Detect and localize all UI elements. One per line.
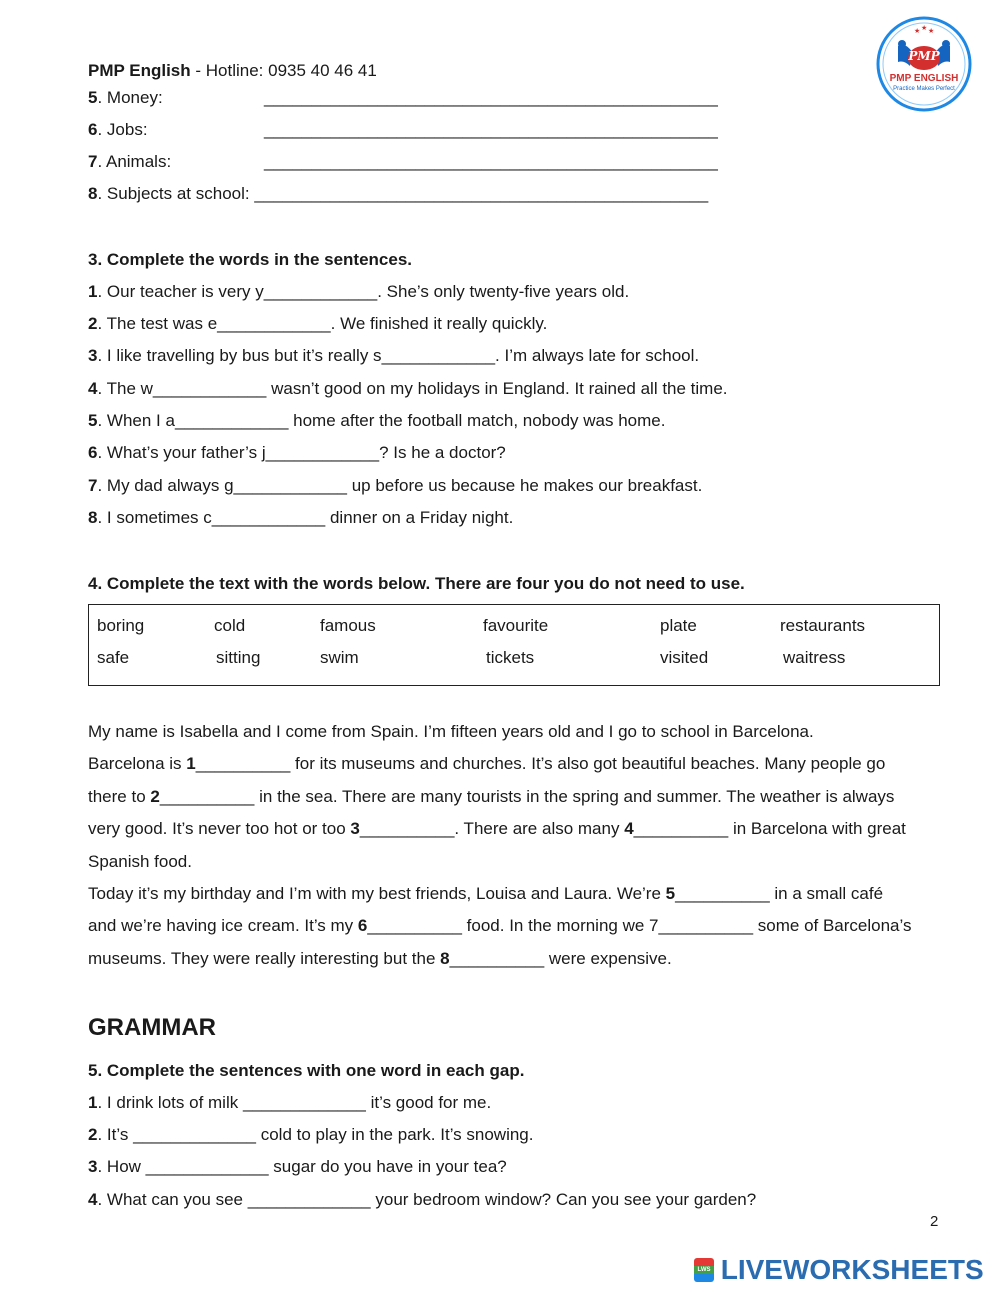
lws-badge-icon: [694, 1258, 714, 1282]
answer-blank[interactable]: ________________________________________________: [254, 184, 709, 203]
liveworksheets-logo[interactable]: [694, 1254, 984, 1286]
gap-number: 5: [665, 884, 676, 904]
sentence-end: it’s good for me.: [365, 1093, 492, 1112]
sentence-end: . We finished it really quickly.: [330, 314, 548, 333]
text-segment: . There are also many: [454, 819, 625, 839]
vocab-item: [88, 183, 708, 205]
word-bank-word: sitting: [216, 648, 261, 667]
answer-blank[interactable]: ____________: [152, 379, 267, 398]
logo-name: PMP ENGLISH: [889, 73, 959, 84]
gap-number: 4: [624, 819, 634, 839]
sentence-end: sugar do you have in your tea?: [268, 1157, 507, 1176]
answer-blank[interactable]: ____________: [263, 282, 378, 301]
logo-top-text: PMP: [908, 49, 940, 63]
ex3-item: [88, 442, 506, 464]
answer-blank[interactable]: ________________________________________________: [264, 152, 718, 171]
text-line: [88, 813, 938, 845]
answer-blank[interactable]: __________: [359, 819, 455, 839]
answer-blank[interactable]: __________: [658, 916, 754, 936]
vocab-item: [88, 87, 718, 109]
text-segment: Today it’s my birthday and I’m with my best friends, Louisa and Laura. We’re: [88, 884, 666, 904]
sentence-end: ? Is he a doctor?: [379, 443, 506, 462]
answer-blank[interactable]: _____________: [145, 1157, 269, 1176]
sentence-end: dinner on a Friday night.: [325, 508, 514, 527]
sentence-start: . Our teacher is very y: [97, 282, 264, 301]
text-segment: Spanish food.: [88, 851, 192, 871]
item-number: 7: [88, 476, 98, 495]
text-segment: in the sea. There are many tourists in the spring and summer. The weather is always: [254, 786, 895, 806]
pmp-logo-graphic: [876, 16, 972, 112]
ex3-item: [88, 281, 629, 303]
sentence-start: . It’s: [97, 1125, 134, 1144]
word-bank-word: waitress: [783, 648, 846, 667]
grammar-item: [88, 1092, 491, 1114]
item-label: . Jobs:: [97, 120, 148, 139]
ex3-item: [88, 378, 728, 400]
page-header: [88, 60, 377, 82]
sentence-end: cold to play in the park. It’s snowing.: [255, 1125, 534, 1144]
gap-number: 6: [357, 916, 368, 936]
text-segment: food. In the morning we 7: [461, 916, 659, 936]
pmp-logo: [876, 16, 972, 112]
sentence-start: . How: [97, 1157, 146, 1176]
ex3-item: [88, 475, 702, 497]
word-bank: [88, 604, 940, 686]
text-segment: there to: [88, 786, 151, 806]
ex3-item: [88, 507, 513, 529]
item-label: . Animals:: [97, 152, 172, 171]
answer-blank[interactable]: __________: [367, 916, 462, 936]
liveworksheets-wordmark: LIVEWORKSHEETS: [720, 1254, 984, 1285]
ex3-item: [88, 345, 699, 367]
grammar-heading: GRAMMAR: [88, 1014, 216, 1041]
sentence-end: up before us because he makes our breakfast.: [347, 476, 703, 495]
item-label: . Money:: [97, 88, 163, 107]
word-bank-word: swim: [320, 648, 359, 667]
hotline: - Hotline: 0935 40 46 41: [190, 61, 377, 80]
item-number: 2: [88, 314, 98, 333]
sentence-start: . I drink lots of milk: [97, 1093, 243, 1112]
text-segment: My name is Isabella and I come from Spain. I’m fifteen years old and I go to school in Barcelona.: [88, 722, 814, 741]
answer-blank[interactable]: __________: [675, 884, 770, 904]
item-number: 4: [88, 1190, 98, 1209]
gap-number: 3: [350, 819, 360, 839]
sentence-end: home after the football match, nobody was home.: [288, 411, 666, 430]
text-segment: were expensive.: [544, 948, 672, 968]
word-bank-word: favourite: [483, 616, 549, 635]
word-bank-word: famous: [320, 616, 376, 635]
ex3-item: [88, 313, 547, 335]
text-segment: Barcelona is: [88, 754, 187, 774]
word-bank-word: plate: [660, 616, 697, 635]
sentence-start: . The w: [97, 379, 153, 398]
sentence-start: . I like travelling by bus but it’s really s: [97, 346, 382, 365]
item-number: 6: [88, 443, 98, 462]
word-bank-word: boring: [97, 616, 145, 635]
item-number: 8: [88, 508, 98, 527]
grammar-item: [88, 1156, 507, 1178]
item-number: 8: [88, 184, 98, 203]
text-segment: in Barcelona with great: [728, 819, 906, 839]
vocab-item: [88, 151, 718, 173]
answer-blank[interactable]: _____________: [133, 1125, 256, 1144]
vocab-item: [88, 119, 718, 141]
cloze-text: [88, 716, 938, 975]
text-segment: some of Barcelona’s: [753, 916, 912, 936]
answer-blank[interactable]: __________: [195, 754, 291, 774]
item-number: 1: [88, 1093, 98, 1112]
exercise-3-title: 3. Complete the words in the sentences.: [88, 250, 413, 269]
text-segment: and we’re having ice cream. It’s my: [88, 916, 358, 936]
word-bank-word: visited: [660, 648, 709, 667]
gap-number: 8: [440, 948, 450, 968]
logo-tagline: Practice Makes Perfect: [893, 86, 955, 92]
word-bank-word: tickets: [486, 648, 535, 667]
item-number: 6: [88, 120, 98, 139]
sentence-end: wasn’t good on my holidays in England. It rained all the time.: [266, 379, 728, 398]
grammar-item: [88, 1189, 756, 1211]
item-number: 4: [88, 379, 98, 398]
item-number: 1: [88, 282, 98, 301]
text-line: [88, 878, 938, 910]
answer-blank[interactable]: __________: [449, 948, 545, 968]
answer-blank[interactable]: _____________: [242, 1093, 366, 1112]
item-number: 5: [88, 411, 98, 430]
lws-badge-text: LWS: [697, 1267, 711, 1273]
ex3-item: [88, 410, 665, 432]
answer-blank[interactable]: ____________: [233, 476, 347, 495]
item-number: 2: [88, 1125, 98, 1144]
text-segment: in a small café: [769, 884, 884, 904]
text-line: [88, 748, 938, 780]
sentence-end: . She’s only twenty-five years old.: [377, 282, 630, 301]
svg-text:★: ★: [914, 28, 921, 35]
answer-blank[interactable]: ____________: [217, 314, 331, 333]
sentence-start: . I sometimes c: [97, 508, 212, 527]
page-number: 2: [930, 1213, 939, 1230]
gap-number: 1: [186, 754, 196, 774]
text-line: [88, 943, 938, 975]
sentence-start: . My dad always g: [97, 476, 234, 495]
answer-blank[interactable]: ____________: [211, 508, 326, 527]
word-bank-word: safe: [97, 648, 130, 667]
item-label: . Subjects at school:: [97, 184, 250, 203]
item-number: 3: [88, 346, 98, 365]
text-line: [88, 716, 938, 748]
text-line: [88, 910, 938, 942]
answer-blank[interactable]: ____________: [265, 443, 380, 462]
brand-name: PMP English: [88, 61, 191, 80]
answer-blank[interactable]: __________: [159, 786, 255, 806]
exercise-5-title: 5. Complete the sentences with one word in each gap.: [88, 1061, 525, 1080]
exercise-4-title: 4. Complete the text with the words below. There are four you do not need to use.: [88, 574, 745, 593]
svg-text:★: ★: [928, 28, 935, 35]
answer-blank[interactable]: ____________: [381, 346, 496, 365]
svg-text:★: ★: [921, 25, 928, 32]
sentence-end: . I’m always late for school.: [495, 346, 700, 365]
answer-blank[interactable]: ________________________________________________: [264, 88, 718, 107]
sentence-start: . The test was e: [97, 314, 218, 333]
text-line: [88, 846, 938, 878]
sentence-start: . What’s your father’s j: [97, 443, 266, 462]
item-number: 3: [88, 1157, 98, 1176]
grammar-item: [88, 1124, 534, 1146]
text-line: [88, 781, 938, 813]
text-segment: very good. It’s never too hot or too: [88, 819, 351, 839]
word-bank-word: cold: [214, 616, 246, 635]
sentence-end: your bedroom window? Can you see your garden?: [370, 1190, 757, 1209]
sentence-start: . When I a: [97, 411, 175, 430]
answer-blank[interactable]: ____________: [174, 411, 289, 430]
answer-blank[interactable]: ________________________________________________: [264, 120, 718, 139]
answer-blank[interactable]: __________: [633, 819, 729, 839]
text-segment: museums. They were really interesting but the: [88, 948, 441, 968]
sentence-start: . What can you see: [97, 1190, 248, 1209]
text-segment: for its museums and churches. It’s also got beautiful beaches. Many people go: [290, 754, 886, 774]
word-bank-word: restaurants: [780, 616, 866, 635]
item-number: 7: [88, 152, 98, 171]
answer-blank[interactable]: _____________: [247, 1190, 371, 1209]
item-number: 5: [88, 88, 98, 107]
gap-number: 2: [150, 786, 160, 806]
